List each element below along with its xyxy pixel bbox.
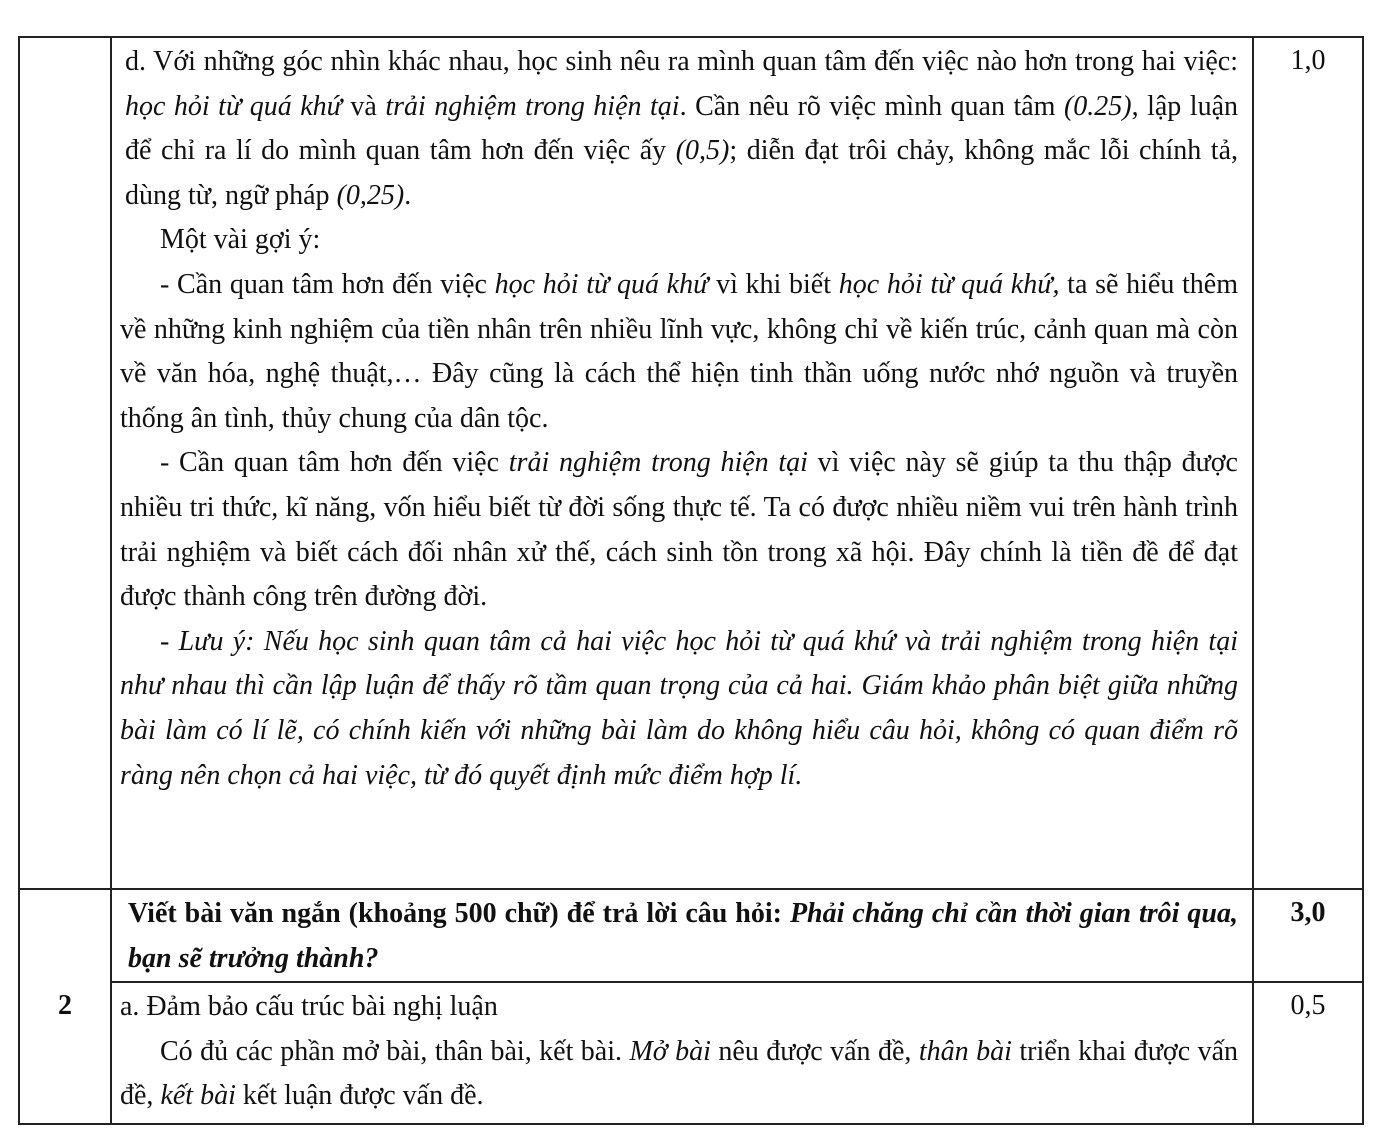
criterion-a-content bbox=[111, 982, 1253, 1124]
question-number: 2 bbox=[19, 889, 111, 1124]
criterion-a-body: Có đủ các phần mở bài, thân bài, kết bài. Mở bài nêu được vấn đề, thân bài triển khai được vấn đề, kết bài kết luận được vấn đề. bbox=[120, 1035, 1239, 1112]
table-row bbox=[19, 889, 1363, 982]
suggestion-heading: Một vài gợi ý: bbox=[160, 224, 321, 256]
criterion-d-points: 1,0 bbox=[1253, 37, 1363, 889]
table-row bbox=[19, 982, 1363, 1124]
grading-table bbox=[18, 36, 1364, 1125]
criterion-d-content bbox=[111, 37, 1253, 889]
grading-note: - Lưu ý: Nếu học sinh quan tâm cả hai việc học hỏi từ quá khứ và trải nghiệm trong hiện tại như nhau thì cần lập luận để thấy rõ tầm quan trọng của cả hai. Giám khảo phân biệt giữa những bài làm có lí lẽ, có chính kiến với những bài làm do không hiểu câu hỏi, không có quan điểm rõ ràng nên chọn cả hai việc, từ đó quyết định mức điểm hợp lí. bbox=[120, 625, 1238, 791]
criterion-a-title: a. Đảm bảo cấu trúc bài nghị luận bbox=[120, 991, 498, 1023]
task-points: 3,0 bbox=[1253, 889, 1363, 982]
criterion-d-intro: d. Với những góc nhìn khác nhau, học sinh nêu ra mình quan tâm đến việc nào hơn trong hai việc: học hỏi từ quá khứ và trải nghiệm trong hiện tại. Cần nêu rõ việc mình quan tâm (0.25), lập luận để chỉ ra lí do mình quan tâm hơn đến việc ấy (0,5); diễn đạt trôi chảy, không mắc lỗi chính tả, dùng từ, ngữ pháp (0,25). bbox=[125, 46, 1238, 211]
suggestion-past: - Cần quan tâm hơn đến việc học hỏi từ quá khứ vì khi biết học hỏi từ quá khứ, ta sẽ hiểu thêm về những kinh nghiệm của tiền nhân trên nhiều lĩnh vực, không chỉ về kiến trúc, cảnh quan mà còn về văn hóa, nghệ thuật,… Đây cũng là cách thể hiện tinh thần uống nước nhớ nguồn và truyền thống ân tình, thủy chung của dân tộc. bbox=[120, 268, 1239, 434]
task-prompt bbox=[111, 889, 1253, 982]
criterion-a-points: 0,5 bbox=[1253, 982, 1363, 1124]
task-prompt-text: Viết bài văn ngắn (khoảng 500 chữ) để trả lời câu hỏi: Phải chăng chỉ cần thời gian trôi qua, bạn sẽ trưởng thành? bbox=[128, 898, 1238, 974]
criterion-number-cell bbox=[19, 37, 111, 889]
table-row bbox=[19, 37, 1363, 889]
suggestion-present: - Cần quan tâm hơn đến việc trải nghiệm trong hiện tại vì việc này sẽ giúp ta thu thập được nhiều tri thức, kĩ năng, vốn hiểu biết từ đời sống thực tế. Ta có được nhiều niềm vui trên hành trình trải nghiệm và biết cách đối nhân xử thế, cách sinh tồn trong xã hội. Đây chính là tiền đề để đạt được thành công trên đường đời. bbox=[120, 447, 1238, 613]
